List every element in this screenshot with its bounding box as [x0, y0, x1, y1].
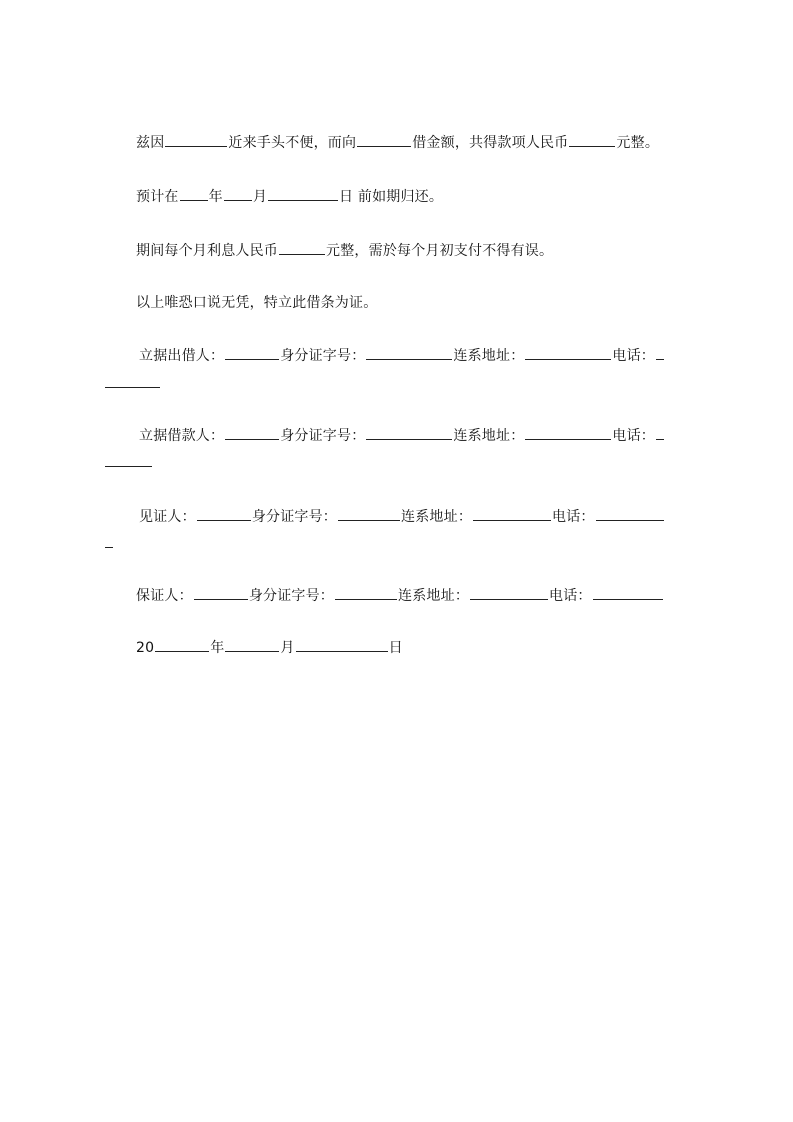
id-label: 身分证字号： — [280, 428, 366, 444]
borrower-name-field — [225, 426, 279, 440]
repayment-date-paragraph — [136, 187, 443, 205]
address-label: 连系地址： — [398, 588, 470, 604]
witness-name-field — [197, 507, 251, 521]
borrower-phone-field-continued — [105, 466, 152, 467]
amount-blank — [569, 133, 615, 147]
borrower-signature-line — [139, 426, 665, 444]
day-label: 日 — [388, 640, 403, 656]
loan-reason-paragraph — [136, 133, 659, 151]
repay-day-blank — [268, 187, 338, 201]
year-label: 年 — [210, 640, 225, 656]
witness-label: 见证人： — [139, 509, 196, 525]
borrower-label: 立据借款人： — [139, 428, 225, 444]
statement-paragraph — [136, 295, 377, 311]
text-segment: 元整。 — [616, 135, 660, 151]
text-segment: 借金额，共得款项人民币 — [412, 135, 569, 151]
signing-date-line — [136, 638, 403, 656]
witness-address-field — [473, 507, 551, 521]
witness-signature-line — [139, 507, 665, 525]
borrower-phone-field — [656, 426, 664, 440]
phone-label: 电话： — [612, 348, 656, 364]
lender-signature-line — [139, 346, 665, 364]
text-segment: 兹因 — [136, 135, 165, 151]
address-label: 连系地址： — [401, 509, 473, 525]
id-label: 身分证字号： — [280, 348, 366, 364]
witness-phone-field — [596, 507, 664, 521]
lender-name-field — [225, 346, 279, 360]
lender-name-blank — [357, 133, 411, 147]
witness-id-field — [338, 507, 400, 521]
address-label: 连系地址： — [453, 428, 525, 444]
borrower-id-field — [366, 426, 452, 440]
id-label: 身分证字号： — [251, 509, 338, 525]
lender-phone-field-continued — [105, 387, 160, 388]
guarantor-name-field — [194, 586, 248, 600]
sign-year-field — [155, 638, 209, 652]
guarantor-label: 保证人： — [136, 588, 193, 604]
sign-month-field — [225, 638, 279, 652]
lender-id-field — [366, 346, 452, 360]
text-segment: 以上唯恐口说无凭，特立此借条为证。 — [136, 295, 378, 311]
text-segment: 日 前如期归还。 — [339, 189, 444, 205]
guarantor-id-field — [335, 586, 397, 600]
borrower-name-blank — [165, 133, 227, 147]
guarantor-phone-field — [593, 586, 663, 600]
phone-label: 电话： — [612, 428, 656, 444]
guarantor-address-field — [470, 586, 548, 600]
lender-address-field — [525, 346, 611, 360]
interest-amount-blank — [279, 241, 325, 255]
text-segment: 近来手头不便，而向 — [228, 135, 357, 151]
month-label: 月 — [280, 640, 295, 656]
address-label: 连系地址： — [453, 348, 525, 364]
interest-paragraph — [136, 241, 553, 259]
text-segment: 月 — [252, 189, 268, 205]
repay-year-blank — [180, 187, 208, 201]
text-segment: 期间每个月利息人民币 — [136, 243, 278, 259]
witness-phone-field-continued — [105, 547, 113, 548]
lender-label: 立据出借人： — [139, 348, 225, 364]
borrower-address-field — [525, 426, 611, 440]
phone-label: 电话： — [549, 588, 592, 604]
date-prefix: 20 — [136, 640, 155, 656]
text-segment: 元整，需於每个月初支付不得有误。 — [326, 243, 554, 259]
sign-day-field — [296, 638, 388, 652]
guarantor-signature-line — [136, 586, 664, 604]
repay-month-blank — [224, 187, 252, 201]
text-segment: 预计在 — [136, 189, 179, 205]
lender-phone-field — [656, 346, 664, 360]
id-label: 身分证字号： — [248, 588, 335, 604]
phone-label: 电话： — [552, 509, 595, 525]
text-segment: 年 — [208, 189, 223, 205]
